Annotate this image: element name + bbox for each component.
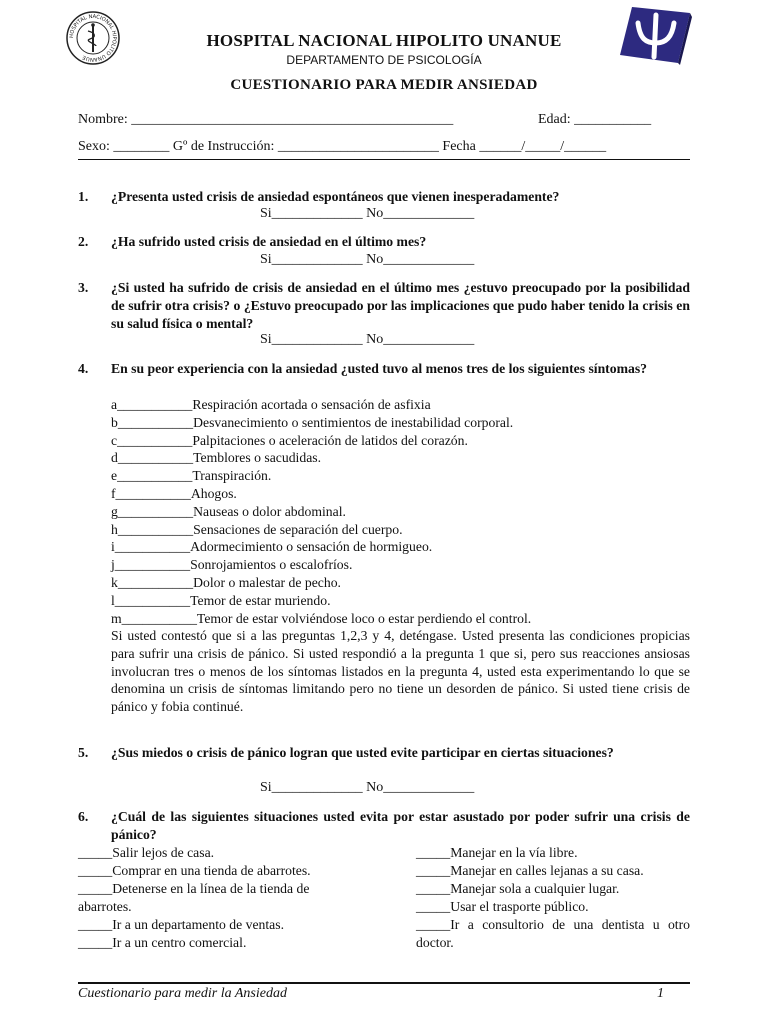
situations-right-column xyxy=(416,844,690,952)
situation-item[interactable]: _____Manejar en la vía libre. xyxy=(416,845,578,860)
symptom-item[interactable]: i___________Adormecimiento o sensación de hormigueo. xyxy=(111,539,433,555)
symptom-list xyxy=(111,396,531,627)
symptom-item[interactable]: g___________Nauseas o dolor abdominal. xyxy=(111,503,346,519)
question-text: ¿Presenta usted crisis de ansiedad espontáneos que vienen inesperadamente? xyxy=(111,189,560,204)
symptom-item[interactable]: f___________Ahogos. xyxy=(111,485,237,501)
question-4 xyxy=(78,360,690,378)
svg-text:HOSPITAL NACIONAL HIPOLITO UNA: HOSPITAL NACIONAL HIPOLITO UNANUE xyxy=(68,13,118,63)
question-6 xyxy=(78,808,690,844)
situations-left-column xyxy=(78,844,368,952)
situation-item[interactable]: _____Ir a consultorio de una dentista u otro doctor. xyxy=(416,917,690,950)
department-name: DEPARTAMENTO DE PSICOLOGÍA xyxy=(286,53,482,67)
symptom-item[interactable]: d___________Temblores o sacudidas. xyxy=(111,450,322,466)
question-text: ¿Ha sufrido usted crisis de ansiedad en el último mes? xyxy=(111,234,427,249)
question-number: 5. xyxy=(78,745,89,760)
footer-title: Cuestionario para medir la Ansiedad xyxy=(78,986,287,1001)
symptom-item[interactable]: l___________Temor de estar muriendo. xyxy=(111,592,331,608)
situation-item[interactable]: _____Detenerse en la línea de la tienda de abarrotes. xyxy=(78,881,310,914)
question-number: 4. xyxy=(78,361,89,376)
question-2 xyxy=(78,233,690,251)
situation-item[interactable]: _____Salir lejos de casa. xyxy=(78,845,215,860)
answer-yes-no-1[interactable]: Si_____________ No_____________ xyxy=(260,206,475,221)
question-number: 2. xyxy=(78,234,89,249)
sexo-instruccion-fecha-field[interactable]: Sexo: ________ Gº de Instrucción: _______________________ Fecha ______/_____/______ xyxy=(78,139,607,154)
situation-item[interactable]: _____Manejar en calles lejanas a su casa. xyxy=(416,863,644,878)
question-text: En su peor experiencia con la ansiedad ¿usted tuvo al menos tres de los siguientes síntomas? xyxy=(111,361,648,376)
symptom-item[interactable]: c___________Palpitaciones o aceleración de latidos del corazón. xyxy=(111,432,468,448)
situation-item[interactable]: _____Comprar en una tienda de abarrotes. xyxy=(78,863,311,878)
question-number: 6. xyxy=(78,809,89,824)
question-text: ¿Si usted ha sufrido de crisis de ansiedad en el último mes ¿estuvo preocupado por la posibilidad de sufrir otra crisis? o ¿Estuvo preocupado por las implicaciones que pudo haber tenido la crisis en su salud física o mental? xyxy=(111,280,690,331)
situation-item[interactable]: _____Ir a un departamento de ventas. xyxy=(78,917,285,932)
hospital-name: HOSPITAL NACIONAL HIPOLITO UNANUE xyxy=(206,31,562,50)
footer-divider xyxy=(78,982,690,984)
question-3 xyxy=(78,279,690,333)
question-1 xyxy=(78,188,690,206)
symptom-item[interactable]: b___________Desvanecimiento o sentimientos de inestabilidad corporal. xyxy=(111,414,514,430)
question-number: 3. xyxy=(78,280,89,295)
answer-yes-no-2[interactable]: Si_____________ No_____________ xyxy=(260,252,475,267)
situation-item[interactable]: _____Ir a un centro comercial. xyxy=(78,935,247,950)
question-text: ¿Sus miedos o crisis de pánico logran que usted evite participar en ciertas situaciones? xyxy=(111,745,614,760)
symptom-item[interactable]: a___________Respiración acortada o sensación de asfixia xyxy=(111,397,431,412)
symptom-item[interactable]: m___________Temor de estar volviéndose loco o estar perdiendo el control. xyxy=(111,610,532,626)
answer-yes-no-5[interactable]: Si_____________ No_____________ xyxy=(260,780,475,795)
nombre-field[interactable]: Nombre: ______________________________________________ xyxy=(78,112,454,127)
symptom-item[interactable]: h___________Sensaciones de separación del cuerpo. xyxy=(111,521,403,537)
situation-item[interactable]: _____Usar el trasporte público. xyxy=(416,899,589,914)
questionnaire-title: CUESTIONARIO PARA MEDIR ANSIEDAD xyxy=(230,77,538,93)
question-number: 1. xyxy=(78,189,89,204)
situation-item[interactable]: _____Manejar sola a cualquier lugar. xyxy=(416,881,620,896)
symptom-item[interactable]: e___________Transpiración. xyxy=(111,468,272,484)
question-5 xyxy=(78,744,690,762)
page-number: 1 xyxy=(657,986,664,1001)
symptom-item[interactable]: j___________Sonrojamientos o escalofríos. xyxy=(111,557,353,573)
symptom-item[interactable]: k___________Dolor o malestar de pecho. xyxy=(111,574,341,590)
header-divider xyxy=(78,159,690,160)
question-text: ¿Cuál de las siguientes situaciones usted evita por estar asustado por poder sufrir una crisis de pánico? xyxy=(111,809,690,842)
edad-field[interactable]: Edad: ___________ xyxy=(538,112,652,127)
answer-yes-no-3[interactable]: Si_____________ No_____________ xyxy=(260,332,475,347)
instructions-paragraph: Si usted contestó que si a las preguntas 1,2,3 y 4, deténgase. Usted presenta las condiciones propicias para sufrir una crisis de pánico. Si usted respondió a la pregunta 1 que si, pero sus reacciones ansiosas involucran tres o menos de los síntomas listados en la pregunta 4, usted esta experimentando lo que se denomina un crisis de síntomas limitando pero no tiene un desorden de pánico. Si usted tiene crisis de pánico y fobia continué. xyxy=(111,628,690,715)
